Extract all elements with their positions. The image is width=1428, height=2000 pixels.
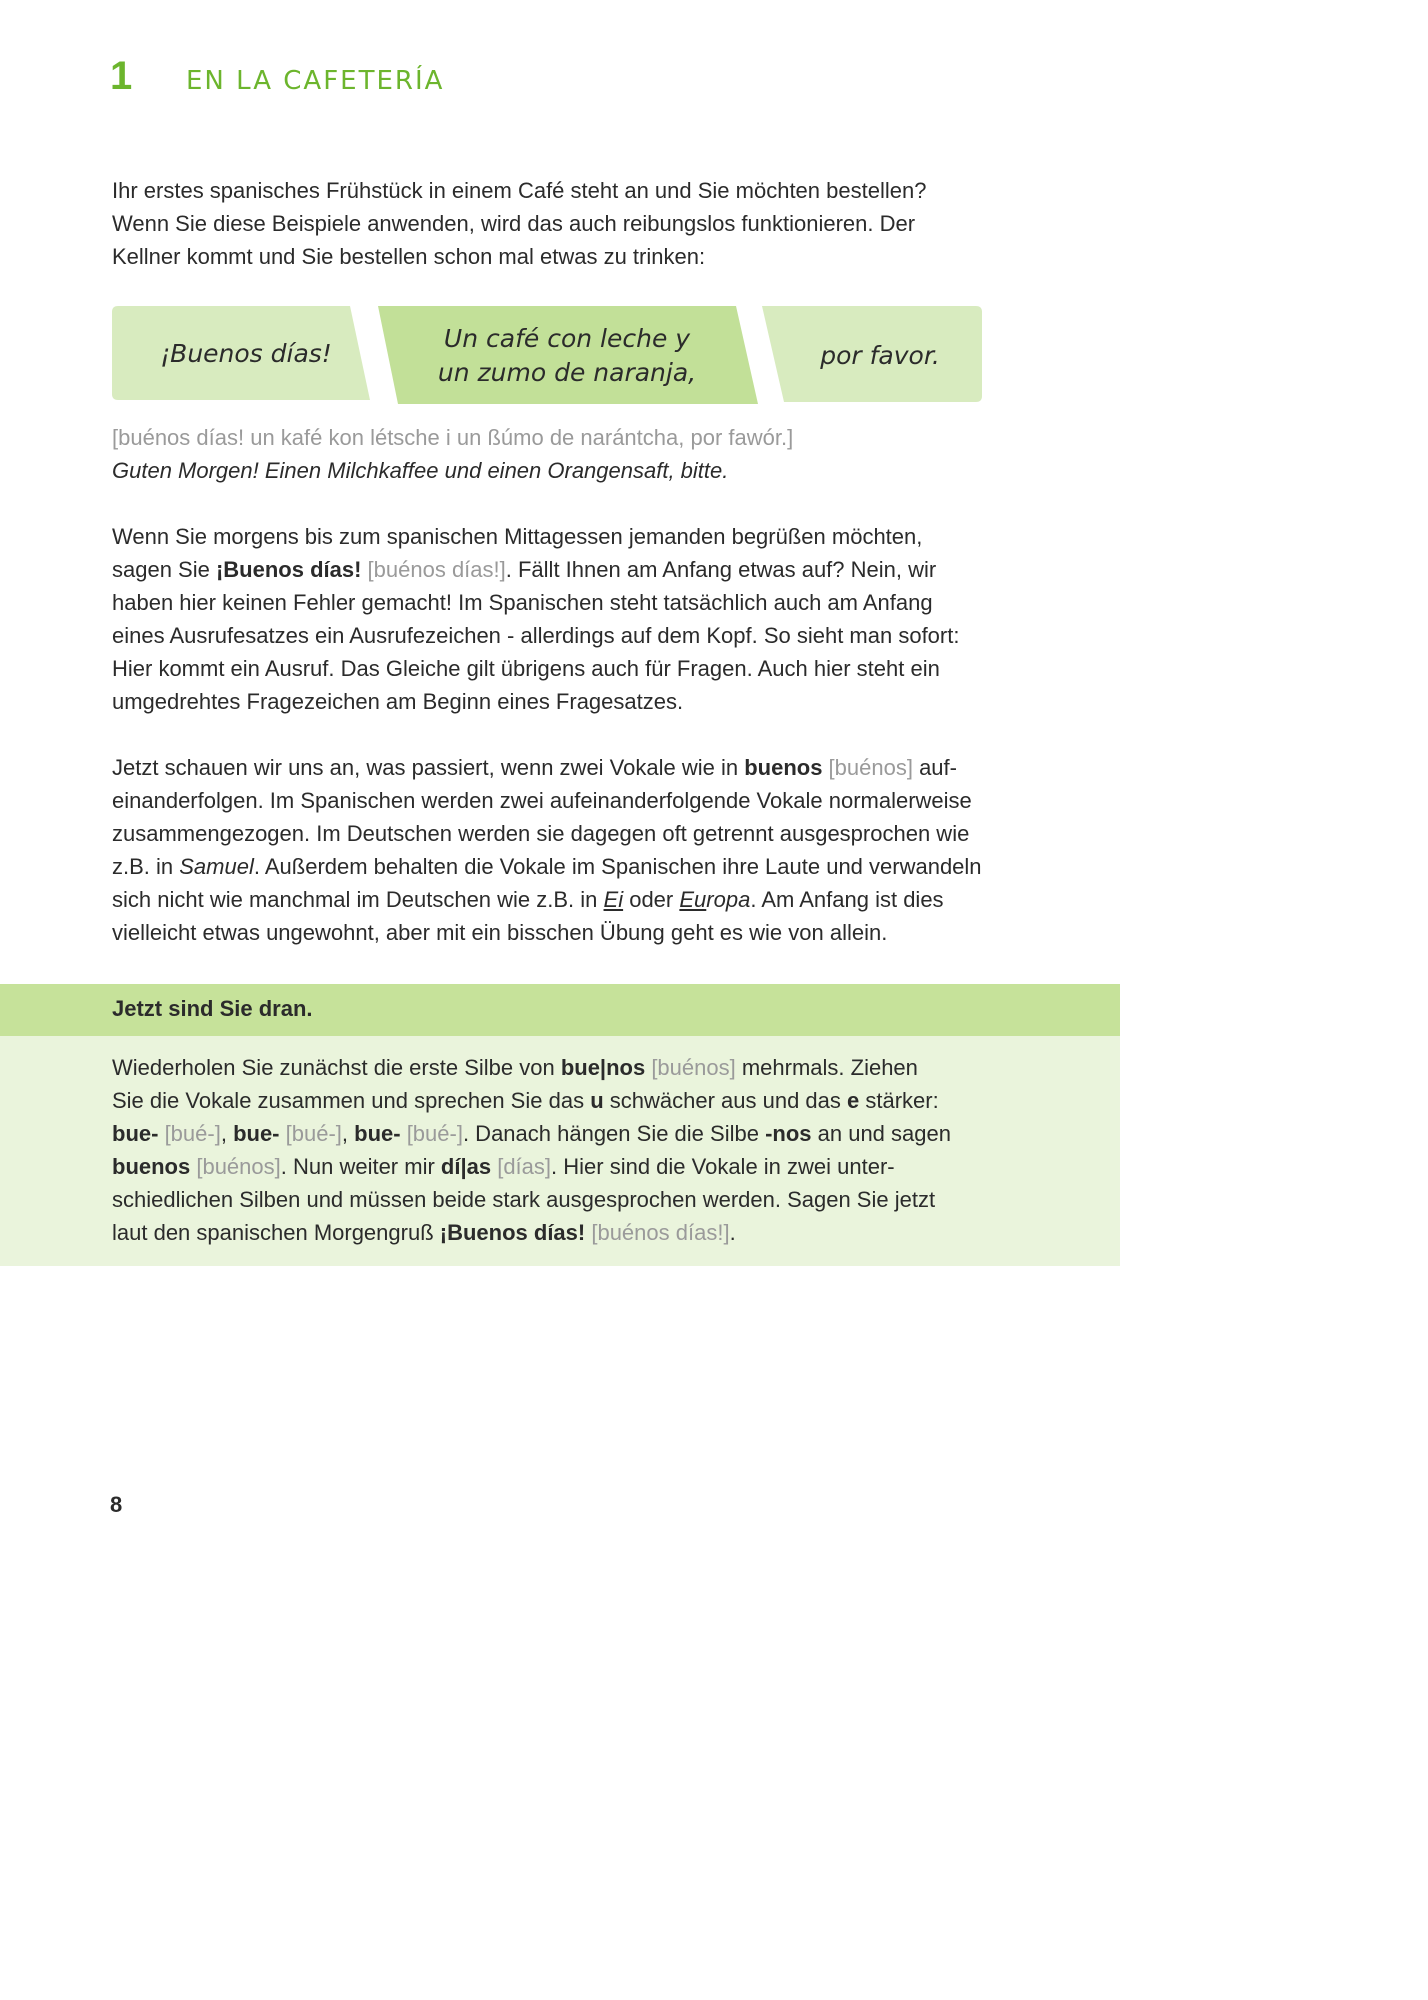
bold-term: bue|nos	[560, 1055, 646, 1080]
example-word: Samuel	[179, 854, 254, 879]
exercise-header	[0, 984, 1120, 1036]
text-line: vielleicht etwas ungewohnt, aber mit ein bisschen Übung geht es wie von allein.	[112, 920, 888, 945]
phrase-panels	[112, 306, 982, 404]
text-line: einanderfolgen. Im Spanischen werden zwei aufeinanderfolgende Vokale normalerweise	[112, 788, 972, 813]
bold-term: buenos	[744, 755, 823, 780]
text-line: schiedlichen Silben und müssen beide stark ausgesprochen werden. Sagen Sie jetzt	[112, 1187, 936, 1212]
text-line: buenos [buénos]. Nun weiter mir dí|as [días]. Hier sind die Vokale in zwei unter-	[112, 1154, 895, 1179]
exercise-text	[112, 1051, 1052, 1249]
text-line: z.B. in Samuel. Außerdem behalten die Vokale im Spanischen ihre Laute und verwandeln	[112, 854, 982, 879]
example-word: Europa	[679, 887, 751, 912]
example-block	[112, 421, 1012, 487]
phrase-text-3	[790, 339, 970, 373]
text-line: Jetzt schauen wir uns an, was passiert, wenn zwei Vokale wie in buenos [buénos] auf-	[112, 755, 957, 780]
intro-paragraph	[112, 174, 1012, 273]
intro-line: Ihr erstes spanisches Frühstück in einem Café steht an und Sie möchten bestellen?	[112, 178, 927, 203]
pronunciation-hint: [buénos]	[822, 755, 913, 780]
bold-term: ¡Buenos días!	[215, 557, 362, 582]
text-line: laut den spanischen Morgengruß ¡Buenos días! [buénos días!].	[112, 1220, 736, 1245]
example-word: Ei	[603, 887, 624, 912]
text-line: Wenn Sie morgens bis zum spanischen Mittagessen jemanden begrüßen möchten,	[112, 524, 923, 549]
text-line: eines Ausrufesatzes ein Ausrufezeichen - allerdings auf dem Kopf. So sieht man sofort:	[112, 623, 960, 648]
text-line: sich nicht wie manchmal im Deutschen wie z.B. in Ei oder Europa. Am Anfang ist dies	[112, 887, 944, 912]
pronunciation: [buénos días! un kafé kon létsche i un ßúmo de narántcha, por fawór.]	[112, 425, 794, 450]
text-line: umgedrehtes Fragezeichen am Beginn eines Fragesatzes.	[112, 689, 684, 714]
page-number: 8	[110, 1492, 123, 1517]
text-line: bue- [bué-], bue- [bué-], bue- [bué-]. Danach hängen Sie die Silbe -nos an und sagen	[112, 1121, 951, 1146]
phrase-1-line1: ¡Buenos días!	[160, 339, 332, 368]
pronunciation-hint: [buénos días!]	[361, 557, 506, 582]
phrase-text-1	[126, 337, 366, 371]
text-line: Wiederholen Sie zunächst die erste Silbe von bue|nos [buénos] mehrmals. Ziehen	[112, 1055, 918, 1080]
intro-line: Kellner kommt und Sie bestellen schon mal etwas zu trinken:	[112, 244, 706, 269]
pronunciation-hint: [buénos]	[645, 1055, 736, 1080]
text-line: Sie die Vokale zusammen und sprechen Sie das u schwächer aus und das e stärker:	[112, 1088, 939, 1113]
phrase-3-line1: por favor.	[820, 341, 940, 370]
exercise-title: Jetzt sind Sie dran.	[112, 996, 313, 1021]
phrase-2-line2: un zumo de naranja,	[437, 358, 697, 387]
text-line: zusammengezogen. Im Deutschen werden sie dagegen oft getrennt ausgesprochen wie	[112, 821, 970, 846]
translation: Guten Morgen! Einen Milchkaffee und einen Orangensaft, bitte.	[112, 458, 729, 483]
text-line: Hier kommt ein Ausruf. Das Gleiche gilt übrigens auch für Fragen. Auch hier steht ein	[112, 656, 940, 681]
chapter-number: 1	[110, 54, 133, 98]
text-line: sagen Sie ¡Buenos días! [buénos días!]. Fällt Ihnen am Anfang etwas auf? Nein, wir	[112, 557, 937, 582]
chapter-title: EN LA CAFETERÍA	[186, 66, 445, 96]
text-line: haben hier keinen Fehler gemacht! Im Spanischen steht tatsächlich auch am Anfang	[112, 590, 933, 615]
paragraph-exclamation	[112, 520, 1012, 718]
phrase-2-line1: Un café con leche y	[443, 324, 691, 353]
intro-line: Wenn Sie diese Beispiele anwenden, wird das auch reibungslos funktionieren. Der	[112, 211, 916, 236]
paragraph-vowels	[112, 751, 1012, 949]
phrase-text-2	[392, 322, 742, 390]
